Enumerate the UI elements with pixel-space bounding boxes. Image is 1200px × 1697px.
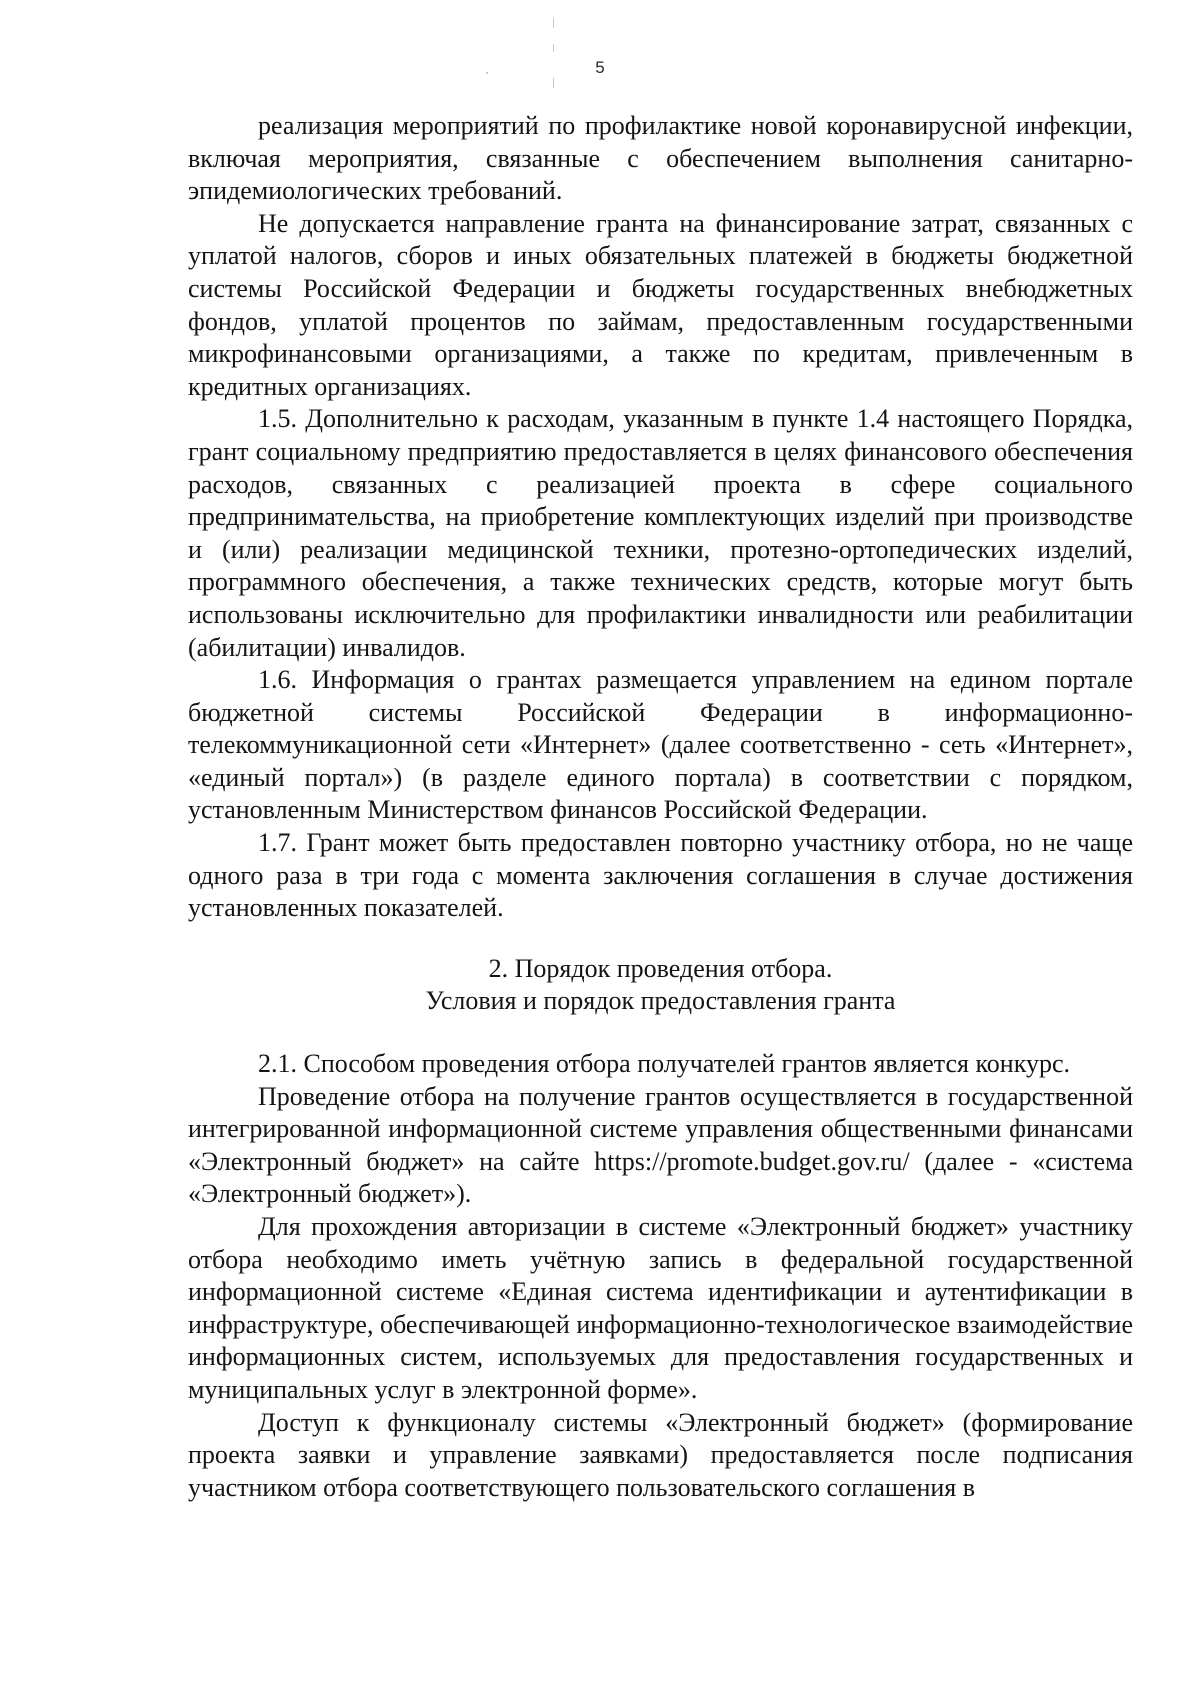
paragraph-1-6: 1.6. Информация о грантах размещается управлением на едином портале бюджетной системы Российской Федерации в информационно-телекоммуникационной сети «Интернет» (далее соответственно - сеть «Интернет», «единый портал») (в разделе единого портала) в соответствии с порядком, установленным Министерством финансов Российской Федерации. xyxy=(188,665,1133,825)
paragraph-electronic-budget: Проведение отбора на получение грантов осуществляется в государственной интегрированной информационной системе управления общественными финансами «Электронный бюджет» на сайте https://promote.budget.gov.ru/ (далее - «система «Электронный бюджет»). xyxy=(188,1081,1133,1209)
paragraph-1-5: 1.5. Дополнительно к расходам, указанным в пункте 1.4 настоящего Порядка, грант социальному предприятию предоставляется в целях финансового обеспечения расходов, связанных с реализацией проекта в сфере социального предпринимательства, на приобретение комплектующих изделий при производстве и (или) реализации медицинской техники, протезно-ортопедических изделий, программного обеспечения, а также технических средств, которые могут быть использованы исключительно для профилактики инвалидности или реабилитации (абилитации) инвалидов. xyxy=(188,404,1133,662)
page-number: 5 xyxy=(595,58,605,77)
paragraph-1-7: 1.7. Грант может быть предоставлен повторно участнику отбора, но не чаще одного раза в три года с момента заключения соглашения в случае достижения установленных показателей. xyxy=(188,828,1133,923)
paragraph-2-1: 2.1. Способом проведения отбора получателей грантов является конкурс. xyxy=(258,1049,1071,1079)
section-heading-title: 2. Порядок проведения отбора. xyxy=(488,953,833,983)
paragraph-access: Доступ к функционалу системы «Электронный бюджет» (формирование проекта заявки и управление заявками) предоставляется после подписания участником отбора соответствующего пользовательского соглашения в xyxy=(188,1407,1133,1502)
paragraph-grant-restrictions: Не допускается направление гранта на финансирование затрат, связанных с уплатой налогов, сборов и иных обязательных платежей в бюджеты бюджетной системы Российской Федерации и бюджеты государственных внебюджетных фондов, уплатой процентов по займам, предоставленным государственными микрофинансовыми организациями, а также по кредитам, привлеченным в кредитных организациях. xyxy=(188,208,1133,401)
section-heading-subtitle: Условия и порядок предоставления гранта xyxy=(425,986,896,1016)
paragraph-authorization: Для прохождения авторизации в системе «Электронный бюджет» участнику отбора необходимо иметь учётную запись в федеральной государственной информационной системе «Единая система идентификации и аутентификации в инфраструктуре, обеспечивающей информационно-технологическое взаимодействие информационных систем, используемых для предоставления государственных и муниципальных услуг в электронной форме». xyxy=(188,1212,1133,1404)
scan-binding-mark xyxy=(553,18,554,28)
section-heading xyxy=(188,953,1133,1018)
scan-binding-mark xyxy=(553,44,554,52)
scan-binding-mark xyxy=(553,78,554,88)
document-body xyxy=(188,110,1133,1504)
paragraph-continuation: реализация мероприятий по профилактике новой коронавирусной инфекции, включая мероприятия, связанные с обеспечением выполнения санитарно-эпидемиологических требований. xyxy=(188,111,1133,206)
